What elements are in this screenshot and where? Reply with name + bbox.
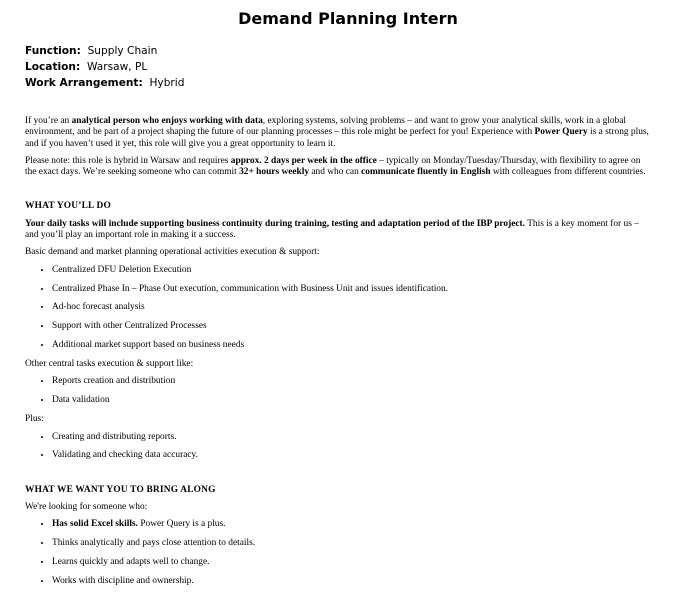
intro-text-1: If you’re an: [25, 116, 72, 126]
list-item: • Centralized DFU Deletion Execution: [52, 265, 653, 276]
daily-tasks-rest: This is a key moment for us – and you’ll play an important role in making it a success.: [25, 218, 639, 241]
intro-paragraph: [25, 116, 653, 150]
list-item: [52, 519, 653, 530]
job-meta: [25, 43, 184, 92]
function-value: Supply Chain: [87, 45, 158, 57]
section-heading-bring-along: WHAT WE WANT YOU TO BRING ALONG: [25, 484, 216, 495]
basic-tasks-list: [25, 265, 653, 352]
list-item: • Reports creation and distribution: [52, 376, 653, 387]
intro-bold-1: analytical person who enjoys working with data: [71, 116, 263, 126]
list-item: • Additional market support based on business needs: [52, 340, 653, 351]
list-lead-basic: Basic demand and market planning operational activities execution & support:: [25, 247, 320, 258]
list-item: • Validating and checking data accuracy.: [52, 450, 653, 461]
section-heading-what-you-do: WHAT YOU’LL DO: [25, 201, 111, 212]
work-arrangement-value: Hybrid: [149, 77, 185, 90]
location-label: Location:: [25, 61, 81, 74]
note-paragraph: [25, 156, 653, 179]
plus-tasks-list: [25, 432, 653, 462]
list-lead-plus: Plus:: [25, 414, 44, 425]
note-text-3: and who can: [309, 167, 362, 178]
daily-tasks-bold: Your daily tasks will include supporting business continuity during training, testing and adaptation period of the IBP project.: [25, 218, 526, 229]
note-text-4: with colleagues from different countries.: [490, 167, 646, 178]
location-row: [25, 59, 184, 75]
work-arrangement-row: [25, 75, 184, 91]
note-bold-1: approx. 2 days per week in the office: [230, 155, 377, 166]
daily-tasks-paragraph: [25, 219, 653, 242]
excel-skills-rest: Power Query is a plus.: [137, 519, 226, 530]
work-arrangement-label: Work Arrangement:: [25, 77, 143, 90]
list-lead-other: Other central tasks execution & support like:: [25, 359, 194, 370]
list-item: • Data validation: [52, 395, 653, 406]
note-bold-2: 32+ hours weekly: [239, 167, 310, 178]
list-item: • Works with discipline and ownership.: [52, 576, 653, 587]
excel-skills-bold: Has solid Excel skills.: [52, 519, 138, 530]
list-lead-someone: We're looking for someone who:: [25, 501, 148, 512]
location-value: Warsaw, PL: [86, 61, 148, 74]
list-item: • Learns quickly and adapts well to change.: [52, 557, 653, 568]
list-item: • Ad-hoc forecast analysis: [52, 302, 653, 313]
intro-bold-2: Power Query: [534, 127, 588, 138]
intro-text-3: is a strong plus, and if you haven’t used it yet, this role will give you a great opportunity to learn it.: [25, 127, 649, 149]
list-item: • Support with other Centralized Processes: [52, 321, 653, 332]
job-description: [25, 116, 653, 595]
intro-text-2: , exploring systems, solving problems – and want to grow your analytical skills, work in a global environment, and be part of a project shaping the future of our planning processes – this role might be perfect for you! Experience with: [25, 116, 626, 138]
note-text-2: – typically on Monday/Tuesday/Thursday, with flexibility to agree on the exact days. We’re seeking someone who can commit: [25, 155, 641, 178]
list-item: • Thinks analytically and pays close attention to details.: [52, 538, 653, 549]
list-item: • Centralized Phase In – Phase Out execution, communication with Business Unit and issues identification.: [52, 284, 653, 295]
list-item: • Creating and distributing reports.: [52, 432, 653, 443]
requirements-list: [25, 519, 653, 587]
function-row: [25, 43, 184, 59]
function-label: Function:: [25, 45, 81, 57]
note-bold-3: communicate fluently in English: [361, 167, 491, 178]
page-title: Demand Planning Intern: [238, 9, 458, 28]
note-text-1: Please note: this role is hybrid in Warsaw and requires: [25, 155, 231, 166]
other-tasks-list: [25, 376, 653, 406]
